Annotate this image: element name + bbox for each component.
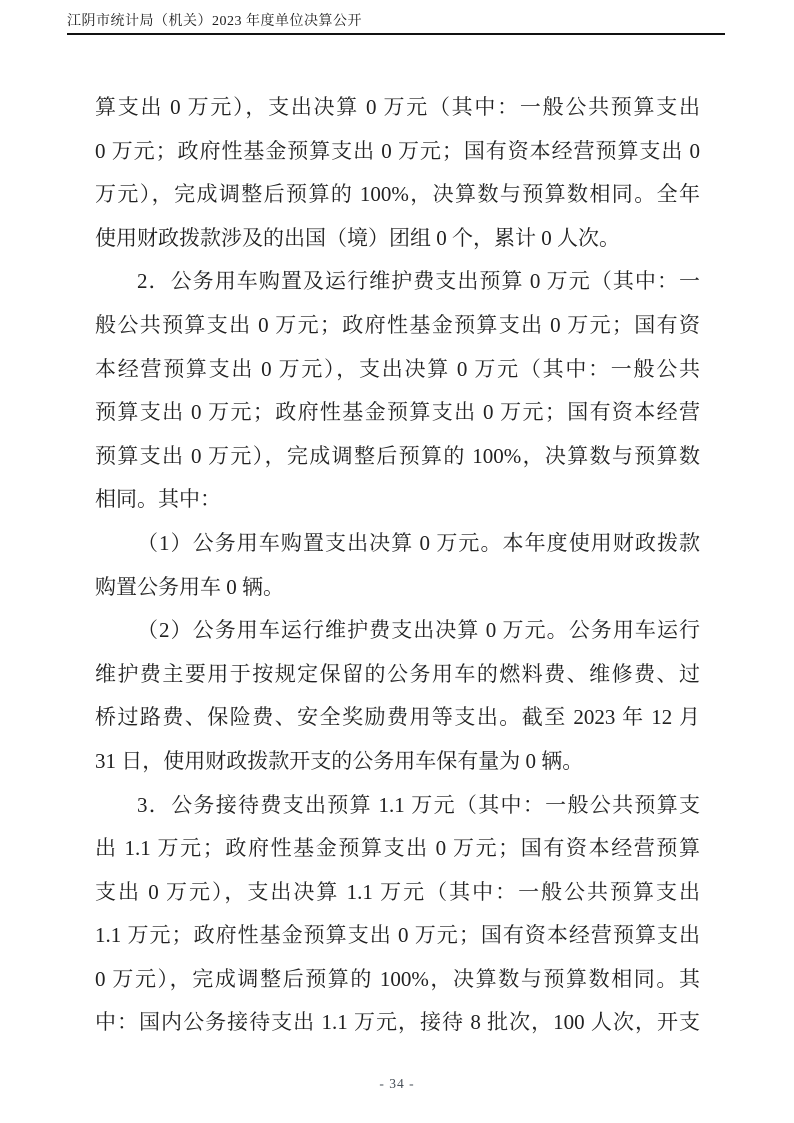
text-line: 相同。其中： bbox=[95, 487, 221, 512]
text-line: 2．公务用车购置及运行维护费支出预算 0 万元（其中：一 bbox=[137, 269, 700, 294]
text-line: 购置公务用车 0 辆。 bbox=[95, 574, 284, 599]
document-body bbox=[95, 86, 700, 1045]
text-line: 支出 0 万元），支出决算 1.1 万元（其中：一般公共预算支出 bbox=[95, 879, 700, 904]
text-line: 桥过路费、保险费、安全奖励费用等支出。截至 2023 年 12 月 bbox=[95, 705, 700, 730]
text-line: 维护费主要用于按规定保留的公务用车的燃料费、维修费、过 bbox=[95, 661, 700, 686]
page-number: - 34 - bbox=[379, 1076, 415, 1091]
text-line: 3．公务接待费支出预算 1.1 万元（其中：一般公共预算支 bbox=[137, 792, 700, 817]
text-line: 本经营预算支出 0 万元），支出决算 0 万元（其中：一般公共 bbox=[95, 356, 700, 381]
text-line: 0 万元；政府性基金预算支出 0 万元；国有资本经营预算支出 0 bbox=[95, 138, 700, 163]
text-line: 31 日，使用财政拨款开支的公务用车保有量为 0 辆。 bbox=[95, 748, 584, 773]
text-line: 中：国内公务接待支出 1.1 万元，接待 8 批次，100 人次，开支 bbox=[95, 1010, 700, 1035]
text-line: 预算支出 0 万元），完成调整后预算的 100%，决算数与预算数 bbox=[95, 443, 700, 468]
text-line: 算支出 0 万元），支出决算 0 万元（其中：一般公共预算支出 bbox=[95, 95, 700, 119]
text-line: 使用财政拨款涉及的出国（境）团组 0 个，累计 0 人次。 bbox=[95, 225, 620, 250]
text-line: （2）公务用车运行维护费支出决算 0 万元。公务用车运行 bbox=[137, 618, 700, 643]
header-title: 江阴市统计局（机关）2023 年度单位决算公开 bbox=[67, 14, 362, 29]
text-line: 出 1.1 万元；政府性基金预算支出 0 万元；国有资本经营预算 bbox=[95, 836, 700, 861]
text-line: 万元），完成调整后预算的 100%，决算数与预算数相同。全年 bbox=[95, 182, 700, 207]
page-footer bbox=[0, 1076, 794, 1092]
text-line: 预算支出 0 万元；政府性基金预算支出 0 万元；国有资本经营 bbox=[95, 400, 700, 425]
text-line: （1）公务用车购置支出决算 0 万元。本年度使用财政拨款 bbox=[137, 530, 700, 555]
text-line: 0 万元），完成调整后预算的 100%，决算数与预算数相同。其 bbox=[95, 966, 700, 991]
text-line: 般公共预算支出 0 万元；政府性基金预算支出 0 万元；国有资 bbox=[95, 312, 700, 337]
text-line: 1.1 万元；政府性基金预算支出 0 万元；国有资本经营预算支出 bbox=[95, 923, 700, 948]
page-header bbox=[67, 12, 725, 35]
